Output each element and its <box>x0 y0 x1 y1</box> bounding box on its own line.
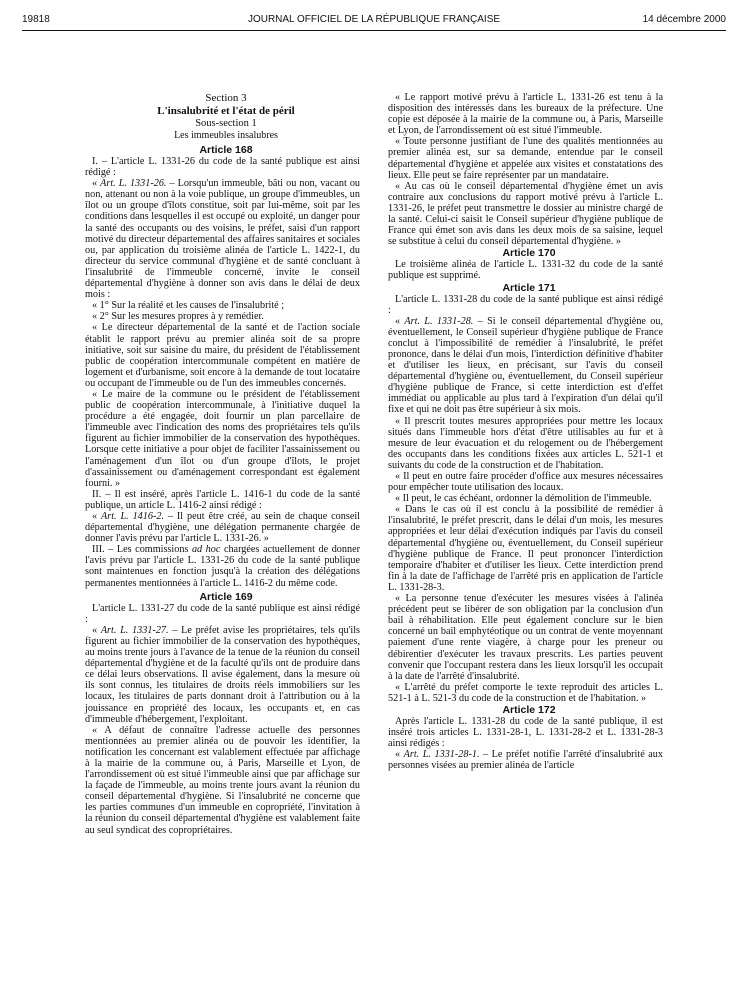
article-reference: Art. L. 1416-2. <box>101 511 164 522</box>
article-170-title: Article 170 <box>502 247 556 260</box>
article-reference: Art. L. 1331-28. <box>404 315 474 327</box>
header-rule <box>22 30 726 31</box>
publication-date: 14 décembre 2000 <box>642 14 726 25</box>
paragraph-text: – Si le conseil départemental d'hygiène ou, éventuellement, le Conseil supérieur d'hygiène publique de France conclut à l'impossibilité de remédier à l'insalubrité, le préfet prononce, dans le délai d'un mois, l'interdiction définitive d'habiter et d'utiliser les lieux, en précisant, sur l'avis du conseil départemental d'hygiène ou, éventuellement, du Conseil supérieur d'hygiène publique de France, si cette interdiction est d'effet immédiat ou applicable au plus tard à l'expiration d'un délai qu'il fixe et qui ne doit pas être supérieur à six mois. <box>388 315 663 416</box>
paragraph <box>388 749 663 771</box>
paragraph: Le troisième alinéa de l'article L. 1331-32 du code de la santé publique est supprimé. <box>388 259 663 282</box>
paragraph <box>85 544 360 588</box>
subsection-heading: Sous-section 1 <box>195 118 257 129</box>
paragraph <box>85 511 360 544</box>
paragraph: « Il peut, le cas échéant, ordonner la démolition de l'immeuble. <box>395 493 652 505</box>
left-column <box>85 92 360 836</box>
latin-term: ad hoc <box>191 544 221 556</box>
section-heading: Section 3 <box>205 92 247 104</box>
quote-mark: « <box>92 624 101 636</box>
paragraph-text: – Le préfet avise les propriétaires, tels qu'ils figurent au fichier immobilier de la conservation des hypothèques, au moins trente jours à l'avance de la tenue de la réunion du conseil départemental d'hygiène et de la faculté qu'ils ont de produire dans ce délai leurs observations. Il avise également, dans la mesure où ils sont connus, les titulaires de droits réels immobiliers sur les locaux, les titulaires de parts donnant droit à l'attribution ou à la jouissance en propriété des locaux, les occupants et, en cas d'immeuble d'hébergement, l'exploitant. <box>85 624 361 725</box>
article-reference: Art. L. 1331-27. <box>100 624 169 636</box>
paragraph: « Le maire de la commune ou le président de l'établissement public de coopération intercommunale, à l'initiative duquel la procédure a été engagée, doit fournir un plan parcellaire de l'immeuble avec l'indication des noms des propriétaires tels qu'ils figurent au fichier immobilier de la conservation des hypothèques. Lorsque cette initiative a pour objet de faciliter l'assainissement ou l'aménagement d'un îlot ou d'un groupe d'îlots, le projet d'assainissement ou d'aménagement correspondant est également fourni. » <box>85 388 360 489</box>
paragraph: Après l'article L. 1331-28 du code de la santé publique, il est inséré trois articles L. 1331-28-1, L. 1331-28-2 et L. 1331-28-3 ainsi rédigés : <box>388 715 663 750</box>
paragraph <box>85 178 360 300</box>
paragraph: « Il peut en outre faire procéder d'office aux mesures nécessaires pour empêcher toute utilisation des locaux. <box>388 471 663 494</box>
right-column <box>388 92 663 771</box>
quote-mark: « <box>395 315 405 327</box>
paragraph: « Le directeur départemental de la santé et de l'action sociale établit le rapport prévu au premier alinéa soit de sa propre initiative, soit sur saisine du maire, du président de l'établissement public de coopération intercommunale compétent en matière de logement et d'urbanisme, soit encore à la demande de tout locataire ou occupant de l'immeuble ou de l'un des immeubles concernés. <box>85 322 360 389</box>
article-reference: Art. L. 1331-26. <box>100 178 167 190</box>
paragraph: « Toute personne justifiant de l'une des qualités mentionnées au premier alinéa est, sur sa demande, entendue par le conseil départemental d'hygiène et appelée aux visites et constatations des lieux. Elle peut se faire représenter par un mandataire. <box>388 136 663 181</box>
paragraph: « Le rapport motivé prévu à l'article L. 1331-26 est tenu à la disposition des intéressés dans les bureaux de la préfecture. Une copie est déposée à la mairie de la commune ou, à Paris, Marseille et Lyon, de l'arrondissement où est situé l'immeuble. <box>388 92 663 137</box>
paragraph-text: – Le préfet notifie l'arrêté d'insalubrité aux personnes visées au premier alinéa de l'article <box>388 749 663 772</box>
article-172-title: Article 172 <box>502 703 556 716</box>
article-reference: Art. L. 1331-28-1. <box>403 749 480 761</box>
quote-mark: « <box>395 749 404 761</box>
paragraph-text: chargées actuellement de donner l'avis prévu par l'article L. 1331-26 du code de la santé publique sont maintenues en fonction jusqu'à la création des délégations permanentes mentionnées à l'article L. 1416-2 du même code. <box>85 544 360 589</box>
paragraph: L'article L. 1331-28 du code de la santé publique est ainsi rédigé : <box>388 293 663 316</box>
paragraph: « Dans le cas où il est conclu à la possibilité de remédier à l'insalubrité, le préfet prescrit, dans le délai d'un mois, les mesures appropriées et leur délai d'exécution indiqués par l'avis du conseil départemental d'hygiène ou, éventuellement, du Conseil supérieur d'hygiène publique de France. Il peut prononcer l'interdiction temporaire d'habiter et d'utiliser les lieux. Cette interdiction prend fin à la date de l'affichage de l'arrêté pris en application de l'article L. 1331-28-3. <box>388 504 663 593</box>
page-header <box>22 14 726 28</box>
paragraph: « A défaut de connaître l'adresse actuelle des personnes mentionnées au premier alinéa ou de pouvoir les identifier, la notification les concernant est valablement effectuée par affichage à la mairie de la commune ou, à Paris, Marseille et Lyon, de l'arrondissement où est situé l'immeuble ainsi que par affichage sur la façade de l'immeuble, au moins trente jours avant la réunion du conseil départemental d'hygiène. Si l'insalubrité ne concerne que les parties communes d'un immeuble en copropriété, l'invitation à la réunion du conseil départemental d'hygiène est valablement faite au seul syndicat des copropriétaires. <box>85 724 360 836</box>
paragraph <box>388 316 663 416</box>
journal-title: JOURNAL OFFICIEL DE LA RÉPUBLIQUE FRANÇAISE <box>247 14 501 25</box>
paragraph-text: III. – Les commissions <box>92 544 192 556</box>
quote-mark: « <box>92 511 101 522</box>
paragraph: « Au cas où le conseil départemental d'hygiène émet un avis contraire aux conclusions du rapport motivé prévu à l'article L. 1331-26, le préfet peut transmettre le dossier au ministre chargé de la santé. Celui-ci saisit le Conseil supérieur d'hygiène publique de France qui émet son avis dans les deux mois de sa saisine, lequel se substitue à celui du conseil départemental d'hygiène. » <box>388 180 663 248</box>
paragraph: II. – Il est inséré, après l'article L. 1416-1 du code de la santé publique, un article L. 1416-2 ainsi rédigé : <box>85 488 360 511</box>
paragraph-text: – Lorsqu'un immeuble, bâti ou non, vacant ou non, attenant ou non à la voie publique, un groupe d'immeubles, un îlot ou un groupe d'îlots constitue, soit par lui-même, soit par les conditions dans lesquelles il est occupé ou exploité, un danger pour la santé des occupants ou des voisins, le préfet, saisi d'un rapport motivé du directeur départemental des affaires sanitaires et sociales ou, par application du troisième alinéa de l'article L. 1422-1, du directeur du service communal d'hygiène et de santé concluant à l'insalubrité de l'immeuble concerné, invite le conseil départemental d'hygiène à donner son avis dans le délai de deux mois : <box>85 178 361 301</box>
paragraph: « La personne tenue d'exécuter les mesures visées à l'alinéa précédent peut se libérer de son obligation par la conclusion d'un bail à réhabilitation. Elle peut également conclure sur le bien concerné un bail emphytéotique ou un contrat de vente moyennant paiement d'une rente viagère, à charge pour les preneur ou débirentier d'exécuter les travaux prescrits. Les parties peuvent convenir que l'occupant restera dans les lieux lorsqu'il les occupait à la date de l'arrêté d'insalubrité. <box>388 593 663 682</box>
paragraph: L'article L. 1331-27 du code de la santé publique est ainsi rédigé : <box>85 602 360 625</box>
page-number: 19818 <box>22 14 50 25</box>
paragraph <box>85 625 360 725</box>
paragraph-text: – Il peut être créé, au sein de chaque conseil départemental d'hygiène, une délégation permanente chargée de donner l'avis prévu par l'article L. 1331-26. » <box>85 511 360 545</box>
subsection-title: Les immeubles insalubres <box>174 130 278 141</box>
paragraph: I. – L'article L. 1331-26 du code de la santé publique est ainsi rédigé : <box>85 156 360 179</box>
paragraph: « 2° Sur les mesures propres à y remédier. <box>92 311 264 323</box>
article-171-title: Article 171 <box>502 281 556 294</box>
section-title: L'insalubrité et l'état de péril <box>157 105 295 117</box>
quote-mark: « <box>92 178 101 190</box>
paragraph: « L'arrêté du préfet comporte le texte reproduit des articles L. 521-1 à L. 521-3 du code de la construction et de l'habitation. » <box>388 681 663 704</box>
article-169-title: Article 169 <box>199 590 253 603</box>
paragraph: « Il prescrit toutes mesures appropriées pour mettre les locaux situés dans l'immeuble hors d'état d'être utilisables au fur et à mesure de leur évacuation et du relogement ou de l'hébergement des occupants dans les conditions fixées aux articles L. 521-1 et suivants du code de la construction et de l'habitation. <box>388 415 663 471</box>
paragraph: « 1° Sur la réalité et les causes de l'insalubrité ; <box>92 300 285 312</box>
article-168-title: Article 168 <box>199 144 253 156</box>
